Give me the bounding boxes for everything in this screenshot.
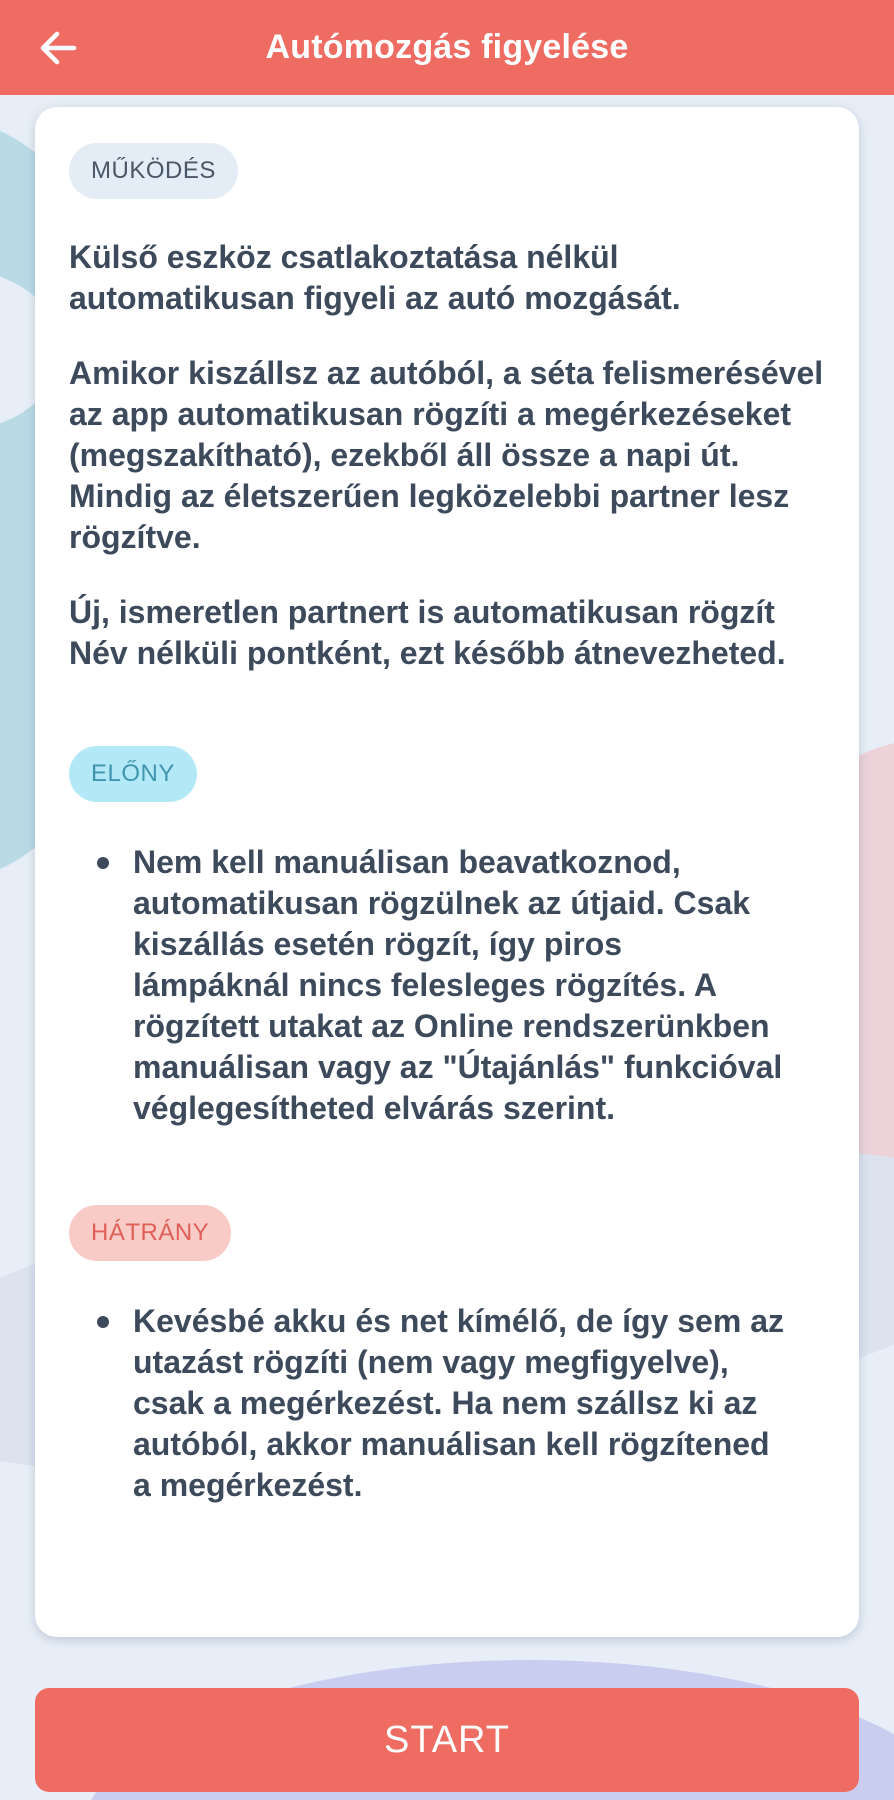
elony-chip: ELŐNY [69, 746, 197, 802]
start-button[interactable]: START [35, 1688, 859, 1792]
list-item: Nem kell manuálisan beavatkoznod, automatikusan rögzülnek az útjaid. Csak kiszállás esetén rögzít, így piros lámpáknál nincs felesleges rögzítés. A rögzített utakat az Online rendszerünkben manuálisan vagy az "Útajánlás" funkcióval véglegesítheted elvárás szerint. [133, 842, 825, 1129]
hatrany-chip: HÁTRÁNY [69, 1205, 231, 1261]
list-item: Kevésbé akku és net kímélő, de így sem az utazást rögzíti (nem vagy megfigyelve), csak a megérkezést. Ha nem szállsz ki az autóból, akkor manuálisan kell rögzítened a megérkezést. [133, 1301, 825, 1506]
elony-section [69, 746, 825, 1129]
mukodes-paragraph: Új, ismeretlen partnert is automatikusan rögzít Név nélküli pontként, ezt később átnevezheted. [69, 594, 786, 671]
mukodes-paragraph: Amikor kiszállsz az autóból, a séta felismerésével az app automatikusan rögzíti a megérkezéseket (megszakítható), ezekből áll össze a napi út. Mindig az életszerűen legközelebbi partner lesz rögzítve. [69, 355, 824, 555]
mukodes-section [69, 143, 825, 674]
app-bar [0, 0, 894, 95]
hatrany-section [69, 1205, 825, 1506]
mukodes-paragraph: Külső eszköz csatlakoztatása nélkül automatikusan figyeli az autó mozgását. [69, 239, 681, 316]
arrow-left-icon [38, 30, 78, 66]
back-button[interactable] [28, 18, 88, 78]
elony-list [69, 842, 825, 1129]
hatrany-list [69, 1301, 825, 1506]
info-card [35, 107, 859, 1637]
mukodes-chip: MŰKÖDÉS [69, 143, 238, 199]
page-title: Autómozgás figyelése [265, 28, 629, 66]
